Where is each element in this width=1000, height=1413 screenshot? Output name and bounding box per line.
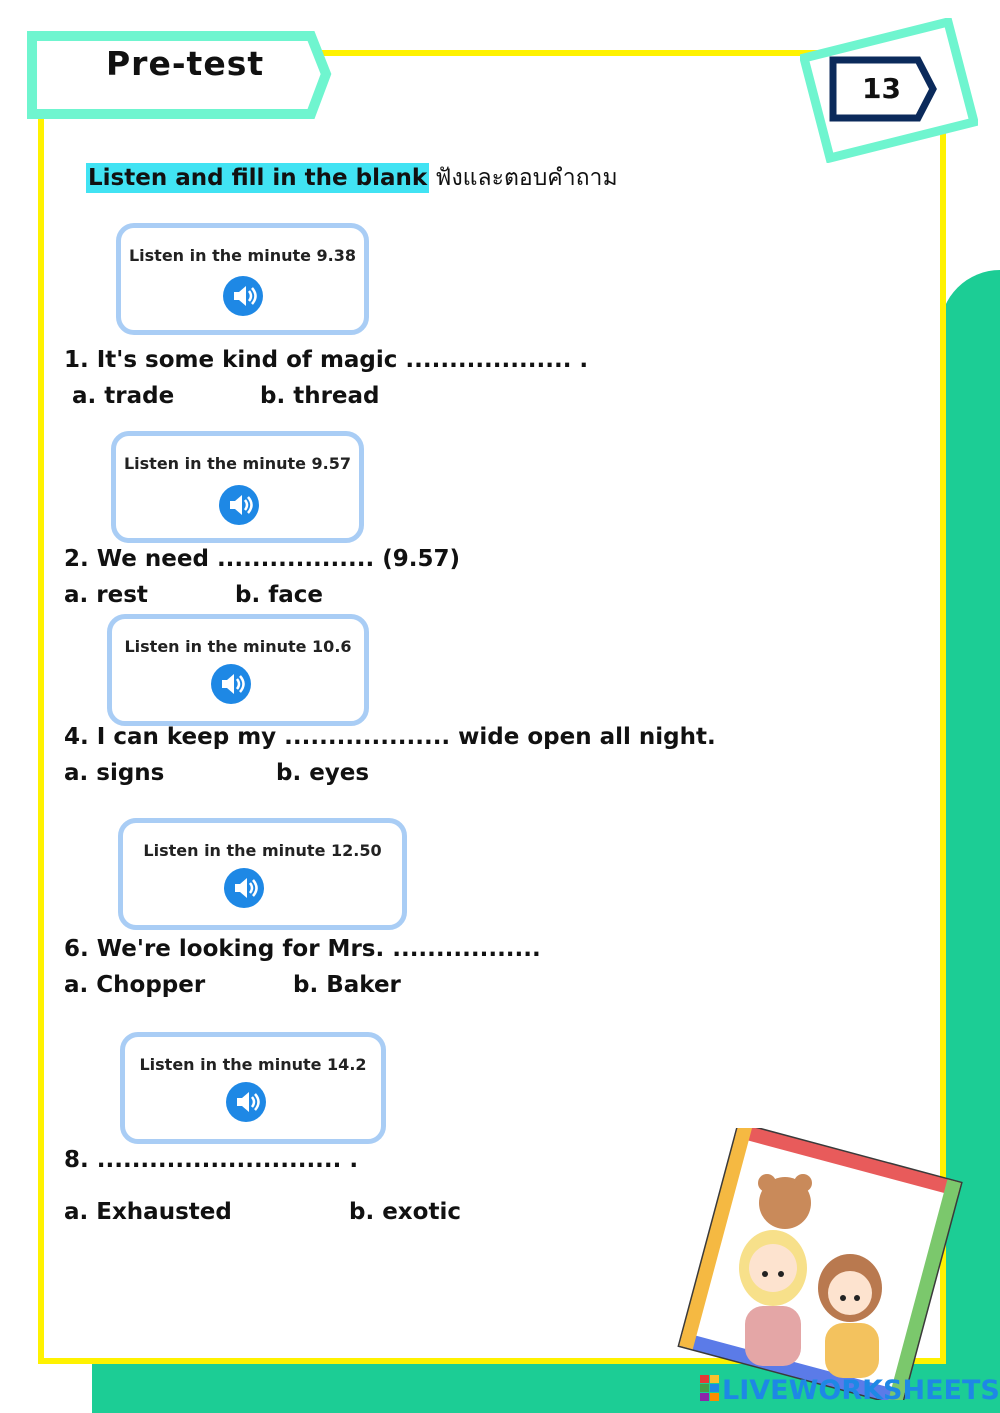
- audio-card: [116, 223, 369, 335]
- audio-label: Listen in the minute 14.2: [139, 1055, 367, 1074]
- kids-sticker-illustration: [665, 1128, 965, 1400]
- page-number: 13: [862, 72, 901, 105]
- speaker-icon[interactable]: [226, 1082, 266, 1122]
- instruction: [86, 160, 618, 196]
- speaker-icon[interactable]: [211, 664, 251, 704]
- speaker-icon[interactable]: [224, 868, 264, 908]
- audio-card: [107, 614, 369, 726]
- audio-card: [120, 1032, 386, 1144]
- page-number-badge: [800, 18, 978, 163]
- question-8: 8. ............................ .: [64, 1147, 359, 1173]
- question-1: 1. It's some kind of magic ................... .: [64, 347, 589, 373]
- instruction-english: Listen and fill in the blank: [88, 165, 428, 191]
- liveworksheets-logo: [700, 1375, 1000, 1406]
- audio-label: Listen in the minute 9.57: [123, 454, 352, 473]
- speaker-icon[interactable]: [219, 485, 259, 525]
- logo-text: LIVEWORKSHEETS: [722, 1375, 1000, 1406]
- audio-label: Listen in the minute 10.6: [124, 637, 352, 656]
- option-b[interactable]: b. Baker: [293, 972, 401, 998]
- audio-card: [118, 818, 407, 930]
- option-a[interactable]: a. Exhausted: [64, 1199, 232, 1225]
- audio-label: Listen in the minute 9.38: [128, 246, 357, 265]
- logo-mark-icon: [700, 1375, 720, 1401]
- option-b[interactable]: b. exotic: [349, 1199, 461, 1225]
- option-b[interactable]: b. thread: [260, 383, 380, 409]
- option-a[interactable]: a. Chopper: [64, 972, 206, 998]
- instruction-thai: ฟังและตอบคำถาม: [435, 165, 618, 191]
- audio-label: Listen in the minute 12.50: [143, 841, 382, 860]
- option-a[interactable]: a. rest: [64, 582, 148, 608]
- page-title: Pre-test: [106, 44, 265, 83]
- question-2: 2. We need .................. (9.57): [64, 546, 460, 572]
- title-banner: [26, 30, 316, 118]
- audio-card: [111, 431, 364, 543]
- question-4: 4. I can keep my ................... wide open all night.: [64, 724, 716, 750]
- option-b[interactable]: b. face: [235, 582, 323, 608]
- option-a[interactable]: a. trade: [72, 383, 175, 409]
- option-a[interactable]: a. signs: [64, 760, 165, 786]
- question-6: 6. We're looking for Mrs. .................: [64, 936, 541, 962]
- option-b[interactable]: b. eyes: [276, 760, 370, 786]
- speaker-icon[interactable]: [223, 276, 263, 316]
